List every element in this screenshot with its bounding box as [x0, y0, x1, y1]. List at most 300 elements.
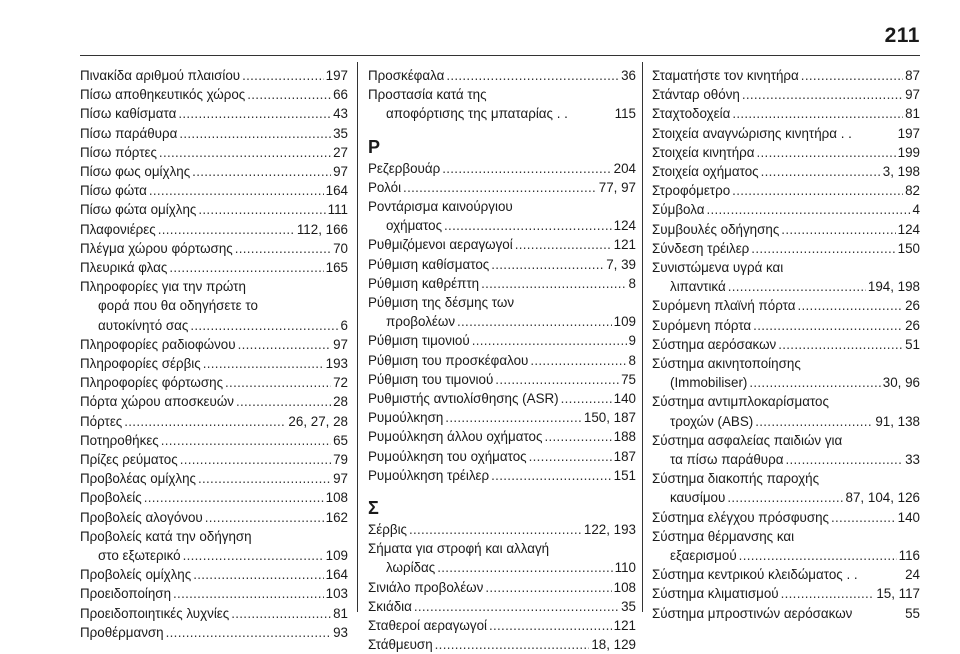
section-letter-rho: Ρ: [368, 136, 381, 157]
index-entry: [368, 274, 636, 293]
page-reference: 124: [613, 218, 636, 234]
index-term: Προβολείς ομίχλης: [80, 567, 192, 583]
index-entry: [80, 604, 348, 623]
index-term: Πίσω καθίσματα: [80, 106, 177, 122]
page-reference: 124: [897, 221, 920, 237]
page-reference: 35: [333, 125, 348, 141]
page-reference: 194, 198: [867, 279, 920, 295]
index-term: Πινακίδα αριθμού πλαισίου: [80, 68, 241, 83]
page-reference: 8: [628, 275, 636, 291]
index-entry-line: [368, 616, 636, 635]
index-entry-line: [652, 220, 920, 239]
dot-leader: [753, 316, 903, 335]
index-entry-line: [652, 604, 920, 623]
index-entry: [80, 354, 348, 373]
index-term: Σέρβις: [368, 522, 407, 538]
page-reference: 162: [325, 509, 348, 525]
index-entry-line: [652, 124, 920, 143]
index-term: Πλαφονιέρες: [80, 221, 156, 237]
index-term: Ρυμούλκηση του οχήματος: [368, 448, 527, 464]
page-reference: 82: [905, 183, 920, 199]
page-reference: 72: [333, 375, 348, 391]
index-term: Προβολείς: [80, 490, 142, 506]
index-entry: [368, 85, 636, 123]
index-entry-line: [652, 162, 920, 181]
index-term: Σινιάλο προβολέων: [368, 579, 484, 595]
index-entry: [80, 181, 348, 200]
dot-leader: [472, 331, 627, 350]
index-entry-line: [80, 354, 348, 373]
index-entry: [368, 427, 636, 446]
index-term: λωρίδας: [386, 560, 436, 576]
page-reference: 75: [621, 371, 636, 387]
index-entry-line: [368, 466, 636, 485]
page-reference: 93: [333, 624, 348, 640]
dot-leader: [481, 274, 626, 293]
index-term: Σύστημα κεντρικού κλειδώματος . .: [652, 567, 858, 583]
index-entry-line: [80, 623, 348, 642]
index-entry: [368, 520, 636, 539]
index-entry-line: [80, 450, 348, 469]
index-entry-line: [368, 578, 636, 597]
index-term: Προθέρμανση: [80, 624, 164, 640]
index-term: λιπαντικά: [670, 279, 726, 295]
page-reference: 28: [333, 394, 348, 410]
index-column-2: [368, 66, 636, 654]
dot-leader: [761, 162, 881, 181]
dot-leader: [544, 427, 611, 446]
dot-leader: [515, 235, 612, 254]
index-term: Στάθμευση: [368, 637, 433, 653]
index-entry: [652, 335, 920, 354]
index-entry: [652, 527, 920, 565]
dot-leader: [831, 508, 896, 527]
dot-leader: [529, 447, 612, 466]
index-term: Πίσω φώτα ομίχλης: [80, 202, 197, 218]
page-reference: 187: [613, 448, 636, 464]
page-reference: 197: [325, 68, 348, 83]
index-entry-lead: Σύστημα διακοπής παροχής: [652, 471, 820, 487]
index-entry-line: [652, 450, 920, 469]
index-entry: [652, 508, 920, 527]
index-entry-line: [368, 447, 636, 466]
index-entry-line: [80, 162, 348, 181]
index-entry: [80, 450, 348, 469]
index-entry: [652, 220, 920, 239]
index-entry: [368, 597, 636, 616]
index-entry: [80, 66, 348, 85]
index-entry: [80, 220, 348, 239]
index-entry: [652, 354, 920, 392]
dot-leader: [403, 178, 597, 197]
index-term: Σύμβολα: [652, 202, 705, 218]
dot-leader: [124, 412, 286, 431]
index-entry-line: [80, 239, 348, 258]
page-reference: 103: [325, 586, 348, 602]
index-entry-line: [368, 216, 636, 235]
index-entry-line: [652, 316, 920, 335]
index-term: Στοιχεία οχήματος: [652, 164, 759, 180]
index-entry: [652, 604, 920, 623]
dot-leader: [489, 616, 612, 635]
index-term: τα πίσω παράθυρα: [670, 452, 784, 468]
index-entry-line: [80, 508, 348, 527]
index-entry-line: [368, 408, 636, 427]
index-term: Σκιάδια: [368, 598, 412, 614]
index-entry: [652, 316, 920, 335]
index-term: τροχών (ABS): [670, 413, 754, 429]
section-letter-sigma: Σ: [368, 498, 379, 519]
index-entry-lead: Σύστημα ακινητοποίησης: [652, 356, 801, 372]
index-entry-line: [80, 220, 348, 239]
index-entry: [368, 578, 636, 597]
index-entry-line: [652, 335, 920, 354]
index-term: αυτοκίνητό σας: [98, 317, 189, 333]
index-term: Συρόμενη πλαϊνή πόρτα: [652, 298, 796, 314]
index-term: Πόρτες: [80, 413, 123, 429]
page-reference: 4: [912, 202, 920, 218]
page-reference: 15, 117: [876, 586, 920, 602]
dot-leader: [778, 335, 903, 354]
index-entry-line: [368, 255, 636, 274]
index-entry-line: [80, 143, 348, 162]
page-reference: 108: [325, 490, 348, 506]
index-entry-line: [80, 469, 348, 488]
page-reference: 116: [898, 548, 920, 564]
index-term: Σταματήστε τον κινητήρα: [652, 68, 799, 83]
index-entry: [652, 200, 920, 219]
index-entry-lead: Ροντάρισμα καινούργιου: [368, 199, 513, 215]
index-term: Ρύθμιση καθίσματος: [368, 256, 490, 272]
index-term: προβολέων: [386, 314, 456, 330]
page-reference: 36: [621, 68, 636, 83]
index-entry: [80, 584, 348, 603]
index-entry: [368, 370, 636, 389]
index-entry: [652, 66, 920, 85]
dot-leader: [242, 66, 324, 85]
index-term: Συμβουλές οδήγησης: [652, 221, 780, 237]
dot-leader: [749, 373, 880, 392]
index-entry-line: [652, 546, 920, 565]
index-entry-line: [368, 389, 636, 408]
page-reference: 55: [905, 605, 920, 621]
page-reference: 111: [327, 202, 348, 218]
index-term: Προσκέφαλα: [368, 68, 445, 83]
page-reference: 122, 193: [583, 522, 636, 538]
index-entry: [652, 162, 920, 181]
index-entry-line: [652, 104, 920, 123]
dot-leader: [247, 85, 331, 104]
index-term: Σύστημα κλιματισμού: [652, 586, 779, 602]
page-reference: 87: [905, 68, 920, 83]
page-reference: 164: [325, 567, 348, 583]
index-entry: [80, 162, 348, 181]
index-term: Προειδοποίηση: [80, 586, 172, 602]
index-entry: [368, 351, 636, 370]
index-entry-line: [652, 85, 920, 104]
dot-leader: [786, 450, 904, 469]
index-entry: [80, 85, 348, 104]
index-entry-line: [80, 373, 348, 392]
index-entry-line: [652, 373, 920, 392]
index-entry-line: [80, 488, 348, 507]
page-reference: 140: [613, 391, 636, 407]
index-entry: [80, 412, 348, 431]
index-entry-line: [368, 274, 636, 293]
index-entry-line: [368, 427, 636, 446]
page-reference: 150: [897, 240, 920, 256]
dot-leader: [180, 450, 331, 469]
page-reference: 6: [340, 317, 348, 333]
page-reference: 27: [333, 144, 348, 160]
dot-leader: [732, 104, 903, 123]
page-reference: 97: [333, 471, 348, 487]
index-entry-lead: Προστασία κατά της: [368, 87, 487, 103]
index-entry: [368, 389, 636, 408]
index-entry: [80, 527, 348, 565]
index-entry: [80, 258, 348, 277]
index-entry-line: [368, 370, 636, 389]
index-entry-line: [368, 351, 636, 370]
dot-leader: [190, 316, 338, 335]
index-entry: [80, 104, 348, 123]
index-entry: [80, 143, 348, 162]
index-entry-line: [368, 159, 636, 178]
index-entry-line: [80, 181, 348, 200]
page-reference: 204: [613, 160, 636, 176]
dot-leader: [225, 373, 331, 392]
index-entry: [80, 373, 348, 392]
dot-leader: [192, 162, 331, 181]
index-entry-line: [80, 316, 348, 335]
index-term: Ρύθμιση καθρέπτη: [368, 275, 480, 291]
page-reference: 108: [613, 579, 636, 595]
index-entry-line: [80, 124, 348, 143]
index-term: Προβολέας ομίχλης: [80, 471, 196, 487]
dot-leader: [169, 258, 323, 277]
index-entry: [368, 293, 636, 331]
dot-leader: [442, 159, 611, 178]
index-entry: [80, 239, 348, 258]
page-reference: 165: [325, 260, 348, 276]
index-term: Πίσω φώτα: [80, 183, 147, 199]
page-reference: 97: [333, 336, 348, 352]
index-entry: [80, 124, 348, 143]
index-entry: [368, 616, 636, 635]
index-term: Σταθεροί αεραγωγοί: [368, 618, 487, 634]
column-divider: [642, 62, 643, 612]
index-entry-line: [652, 296, 920, 315]
page-reference: 9: [628, 333, 636, 349]
index-entry: [652, 124, 920, 143]
index-entry-line: [80, 104, 348, 123]
index-term: Στροφόμετρο: [652, 183, 731, 199]
index-entry: [652, 469, 920, 507]
index-entry: [368, 539, 636, 577]
page-reference: 197: [897, 125, 920, 141]
index-entry: [80, 335, 348, 354]
index-entry-lead: Πληροφορίες για την πρώτη: [80, 279, 246, 295]
dot-leader: [739, 546, 897, 565]
index-entry-lead: Σύστημα ασφαλείας παιδιών για: [652, 432, 843, 448]
index-entry-line: [652, 584, 920, 603]
index-entry-line: [652, 143, 920, 162]
index-entry-line: [368, 104, 636, 123]
index-group-rho: [368, 159, 636, 485]
dot-leader: [446, 66, 619, 85]
index-entry-line: [80, 200, 348, 219]
index-entry-line: [368, 178, 636, 197]
page-reference: 151: [613, 467, 636, 483]
index-entry-line: [652, 565, 920, 584]
dot-leader: [728, 277, 866, 296]
index-term: εξαερισμού: [670, 548, 737, 564]
dot-leader: [198, 469, 331, 488]
page-reference: 77, 97: [598, 179, 636, 195]
index-entry: [368, 159, 636, 178]
index-entry-line: [80, 335, 348, 354]
index-term: Πληροφορίες σέρβις: [80, 356, 201, 372]
index-entry: [652, 258, 920, 296]
dot-leader: [198, 200, 325, 219]
index-entry-lead: Προβολείς κατά την οδήγηση: [80, 528, 252, 544]
index-term: οχήματος: [386, 218, 443, 234]
page-reference: 121: [613, 618, 636, 634]
page-reference: 109: [325, 548, 348, 564]
dot-leader: [732, 181, 903, 200]
index-entry-line: [652, 239, 920, 258]
dot-leader: [751, 239, 895, 258]
index-column-3: [652, 66, 920, 623]
page-reference: 188: [613, 429, 636, 445]
page-reference: 70: [333, 240, 348, 256]
index-term: Ρυμούλκηση τρέιλερ: [368, 467, 490, 483]
index-term: Ρυμούλκηση άλλου οχήματος: [368, 429, 543, 445]
dot-leader: [797, 296, 903, 315]
index-entry: [80, 469, 348, 488]
index-entry: [652, 85, 920, 104]
index-entry: [368, 447, 636, 466]
index-entry: [368, 235, 636, 254]
dot-leader: [161, 431, 331, 450]
page-reference: 97: [333, 164, 348, 180]
index-entry: [652, 431, 920, 469]
page-reference: 81: [905, 106, 920, 122]
column-divider: [357, 62, 358, 612]
index-entry: [652, 181, 920, 200]
page-reference: 79: [333, 452, 348, 468]
index-term: (Immobiliser): [670, 375, 748, 391]
dot-leader: [437, 558, 612, 577]
index-entry-line: [368, 558, 636, 577]
index-entry: [368, 635, 636, 654]
index-entry-lead: Σύστημα θέρμανσης και: [652, 528, 795, 544]
index-entry-line: [652, 508, 920, 527]
index-term: Ρεζερβουάρ: [368, 160, 441, 176]
index-entry-line: [368, 312, 636, 331]
dot-leader: [166, 623, 331, 642]
index-entry: [368, 66, 636, 85]
index-entry: [80, 623, 348, 642]
page-reference: 164: [325, 183, 348, 199]
index-entry: [652, 565, 920, 584]
page-reference: 24: [905, 567, 920, 583]
index-entry-lead: Σύστημα αντιμπλοκαρίσματος: [652, 394, 829, 410]
index-term: αποφόρτισης της μπαταρίας . .: [386, 106, 568, 122]
index-entry-lead: Σήματα για στροφή και αλλαγή: [368, 541, 550, 557]
index-term: Πληροφορίες ραδιοφώνου: [80, 336, 236, 352]
dot-leader: [149, 181, 324, 200]
page-reference: 43: [333, 106, 348, 122]
index-entry: [652, 143, 920, 162]
index-term: Συρόμενη πόρτα: [652, 317, 752, 333]
page-number: 211: [884, 24, 920, 47]
page-reference: 26, 27, 28: [288, 413, 348, 429]
dot-leader: [173, 584, 324, 603]
dot-leader: [491, 255, 604, 274]
index-entry-line: [80, 546, 348, 565]
page-reference: 26: [905, 317, 920, 333]
page-reference: 65: [333, 432, 348, 448]
dot-leader: [801, 66, 903, 85]
dot-leader: [445, 408, 582, 427]
dot-leader: [561, 389, 612, 408]
page-reference: 30, 96: [882, 375, 920, 391]
index-entry: [80, 277, 348, 335]
index-entry-line: [652, 181, 920, 200]
index-entry-line: [80, 66, 348, 85]
index-term: Ρυθμιζόμενοι αεραγωγοί: [368, 237, 513, 253]
index-term: Στάνταρ οθόνη: [652, 87, 740, 103]
dot-leader: [236, 392, 331, 411]
index-entry-line: [80, 565, 348, 584]
index-term: Πίσω πόρτες: [80, 144, 157, 160]
page-reference: 66: [333, 87, 348, 103]
index-entry: [368, 408, 636, 427]
index-entry: [652, 239, 920, 258]
dot-leader: [203, 354, 324, 373]
index-group-sigma: [368, 520, 636, 654]
dot-leader: [158, 220, 295, 239]
index-entry-line: [80, 258, 348, 277]
dot-leader: [235, 239, 331, 258]
dot-leader: [444, 216, 612, 235]
index-entry-lead: Ρύθμιση της δέσμης των: [368, 295, 515, 311]
index-entry-line: [368, 635, 636, 654]
page-reference: 193: [325, 356, 348, 372]
dot-leader: [530, 351, 626, 370]
index-entry-line: [368, 597, 636, 616]
page-reference: 150, 187: [583, 410, 636, 426]
index-term: Σύστημα αερόσακων: [652, 336, 777, 352]
index-entry-line: [652, 66, 920, 85]
index-entry: [368, 255, 636, 274]
index-term: Πλέγμα χώρου φόρτωσης: [80, 240, 233, 256]
page-reference: 110: [614, 560, 636, 576]
page-reference: 121: [613, 237, 636, 253]
page-reference: 81: [333, 605, 348, 621]
index-term: καυσίμου: [670, 490, 726, 506]
index-entry-line: [80, 604, 348, 623]
index-term: Πλευρικά φλας: [80, 260, 168, 276]
index-entry-line: [80, 85, 348, 104]
index-entry-line: [80, 412, 348, 431]
index-term: Προειδοποιητικές λυχνίες: [80, 605, 230, 621]
index-entry: [368, 466, 636, 485]
index-term: Πρίζες ρεύματος: [80, 452, 178, 468]
index-term: Προβολείς αλογόνου: [80, 509, 203, 525]
page-reference: 97: [905, 87, 920, 103]
